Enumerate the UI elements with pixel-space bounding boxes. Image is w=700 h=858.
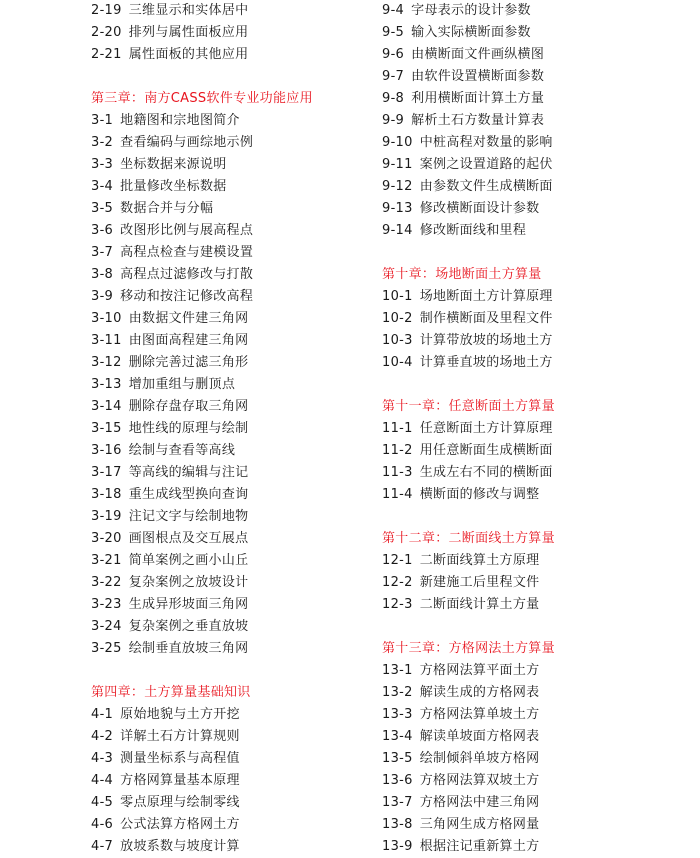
item-number: 3-15	[91, 421, 122, 436]
spacer	[382, 374, 682, 396]
item-number: 9-6	[382, 47, 405, 62]
item-number: 3-25	[91, 641, 122, 656]
toc-item	[91, 220, 381, 242]
item-number: 3-5	[91, 201, 114, 216]
item-title: 三角网生成方格网量	[419, 817, 540, 832]
chapter-heading: 第十一章：任意断面土方算量	[382, 399, 555, 414]
toc-item	[91, 308, 381, 330]
toc-item	[382, 22, 682, 44]
toc-item	[91, 0, 381, 22]
item-number: 3-2	[91, 135, 114, 150]
chapter-heading: 第三章：南方CASS软件专业功能应用	[91, 91, 313, 106]
item-number: 9-13	[382, 201, 413, 216]
item-number: 9-9	[382, 113, 405, 128]
toc-item	[382, 572, 682, 594]
chapter-heading: 第十三章：方格网法土方算量	[382, 641, 555, 656]
item-title: 移动和按注记修改高程	[120, 289, 254, 304]
item-number: 13-4	[382, 729, 413, 744]
item-title: 方格网法算单坡土方	[419, 707, 540, 722]
item-title: 字母表示的设计参数	[411, 3, 531, 18]
item-number: 13-9	[382, 839, 413, 854]
item-number: 3-4	[91, 179, 114, 194]
toc-item	[91, 132, 381, 154]
item-number: 3-18	[91, 487, 122, 502]
item-number: 3-23	[91, 597, 122, 612]
item-title: 排列与属性面板应用	[128, 25, 249, 40]
toc-item	[91, 110, 381, 132]
toc-item	[91, 330, 381, 352]
item-title: 三维显示和实体居中	[128, 3, 249, 18]
toc-item	[382, 704, 682, 726]
toc-item	[382, 132, 682, 154]
item-title: 利用横断面计算土方量	[411, 91, 545, 106]
item-number: 3-20	[91, 531, 122, 546]
item-title: 数据合并与分幅	[120, 201, 214, 216]
item-title: 重生成线型换向查询	[128, 487, 249, 502]
item-number: 4-5	[91, 795, 114, 810]
item-number: 9-10	[382, 135, 413, 150]
toc-item	[382, 748, 682, 770]
toc-item	[91, 264, 381, 286]
item-title: 生成左右不同的横断面	[419, 465, 553, 480]
item-title: 增加重组与删顶点	[128, 377, 236, 392]
item-title: 生成异形坡面三角网	[128, 597, 249, 612]
item-title: 坐标数据来源说明	[120, 157, 227, 172]
spacer	[382, 616, 682, 638]
chapter-heading: 第十章：场地断面土方算量	[382, 267, 542, 282]
item-number: 12-2	[382, 575, 413, 590]
item-title: 场地断面土方计算原理	[419, 289, 553, 304]
item-number: 3-9	[91, 289, 114, 304]
item-number: 9-12	[382, 179, 413, 194]
item-title: 新建施工后里程文件	[419, 575, 540, 590]
item-number: 4-2	[91, 729, 114, 744]
toc-item	[91, 374, 381, 396]
item-number: 3-14	[91, 399, 122, 414]
item-title: 计算垂直坡的场地土方	[419, 355, 553, 370]
item-number: 13-5	[382, 751, 413, 766]
item-number: 3-17	[91, 465, 122, 480]
item-title: 由软件设置横断面参数	[411, 69, 545, 84]
item-title: 改图形比例与展高程点	[120, 223, 254, 238]
item-number: 4-6	[91, 817, 114, 832]
toc-item	[382, 792, 682, 814]
toc-item	[91, 638, 381, 660]
toc-item	[91, 528, 381, 550]
toc-item	[382, 660, 682, 682]
item-number: 3-12	[91, 355, 122, 370]
item-title: 复杂案例之垂直放坡	[128, 619, 249, 634]
item-title: 中桩高程对数量的影响	[419, 135, 553, 150]
item-number: 4-3	[91, 751, 114, 766]
toc-item	[91, 770, 381, 792]
item-title: 方格网法算双坡土方	[419, 773, 540, 788]
toc-item	[91, 484, 381, 506]
toc-item	[382, 682, 682, 704]
item-title: 由参数文件生成横断面	[419, 179, 553, 194]
toc-item	[91, 242, 381, 264]
item-title: 用任意断面生成横断面	[419, 443, 553, 458]
toc-item	[91, 352, 381, 374]
item-title: 地籍图和宗地图简介	[120, 113, 240, 128]
item-title: 等高线的编辑与注记	[128, 465, 249, 480]
toc-item	[91, 792, 381, 814]
item-number: 3-24	[91, 619, 122, 634]
item-number: 11-2	[382, 443, 413, 458]
toc-item	[382, 462, 682, 484]
item-number: 11-3	[382, 465, 413, 480]
toc-item	[91, 726, 381, 748]
item-title: 复杂案例之放坡设计	[128, 575, 249, 590]
toc-item	[91, 154, 381, 176]
item-number: 3-21	[91, 553, 122, 568]
toc-item	[382, 352, 682, 374]
toc-item	[382, 110, 682, 132]
item-title: 简单案例之画小山丘	[128, 553, 249, 568]
toc-item	[91, 462, 381, 484]
toc-item	[91, 572, 381, 594]
item-number: 10-3	[382, 333, 413, 348]
toc-item	[382, 308, 682, 330]
item-number: 3-10	[91, 311, 122, 326]
item-number: 4-7	[91, 839, 114, 854]
toc-item	[91, 506, 381, 528]
item-title: 解析土石方数量计算表	[411, 113, 545, 128]
item-number: 3-16	[91, 443, 122, 458]
toc-item	[91, 704, 381, 726]
item-number: 2-20	[91, 25, 122, 40]
item-title: 绘制倾斜单坡方格网	[419, 751, 540, 766]
item-title: 根据注记重新算土方	[419, 839, 540, 854]
item-title: 方格网算量基本原理	[120, 773, 240, 788]
item-number: 9-4	[382, 3, 405, 18]
item-title: 任意断面土方计算原理	[419, 421, 553, 436]
toc-item	[91, 440, 381, 462]
item-number: 3-6	[91, 223, 114, 238]
item-title: 方格网法中建三角网	[419, 795, 540, 810]
toc-item	[382, 726, 682, 748]
item-title: 二断面线计算土方量	[419, 597, 540, 612]
spacer	[91, 660, 381, 682]
toc-item	[382, 198, 682, 220]
item-title: 制作横断面及里程文件	[419, 311, 553, 326]
item-number: 3-19	[91, 509, 122, 524]
chapter-heading: 第十二章：二断面线土方算量	[382, 531, 555, 546]
item-number: 9-5	[382, 25, 405, 40]
item-number: 4-1	[91, 707, 114, 722]
toc-item	[382, 154, 682, 176]
spacer	[91, 66, 381, 88]
item-title: 地性线的原理与绘制	[128, 421, 249, 436]
item-number: 11-4	[382, 487, 413, 502]
item-number: 12-1	[382, 553, 413, 568]
toc-item	[382, 836, 682, 858]
toc-item	[382, 88, 682, 110]
item-title: 由横断面文件画纵横图	[411, 47, 545, 62]
toc-item	[91, 550, 381, 572]
toc-item	[382, 44, 682, 66]
toc-item	[382, 770, 682, 792]
item-title: 二断面线算土方原理	[419, 553, 540, 568]
toc-item	[382, 176, 682, 198]
toc-item	[91, 396, 381, 418]
item-title: 修改断面线和里程	[419, 223, 527, 238]
item-title: 详解土石方计算规则	[120, 729, 240, 744]
toc-item	[91, 594, 381, 616]
item-number: 13-3	[382, 707, 413, 722]
item-title: 方格网法算平面土方	[419, 663, 540, 678]
item-number: 3-7	[91, 245, 114, 260]
item-title: 解读生成的方格网表	[419, 685, 540, 700]
item-number: 3-22	[91, 575, 122, 590]
item-number: 9-14	[382, 223, 413, 238]
toc-item	[91, 616, 381, 638]
toc-item	[91, 22, 381, 44]
toc-item	[382, 66, 682, 88]
item-title: 查看编码与画综地示例	[120, 135, 254, 150]
item-title: 横断面的修改与调整	[419, 487, 540, 502]
toc-item	[91, 198, 381, 220]
item-title: 由图面高程建三角网	[128, 333, 249, 348]
item-title: 解读单坡面方格网表	[419, 729, 540, 744]
item-title: 画图根点及交互展点	[128, 531, 249, 546]
toc-item	[382, 220, 682, 242]
item-number: 10-1	[382, 289, 413, 304]
spacer	[382, 506, 682, 528]
item-number: 12-3	[382, 597, 413, 612]
item-number: 11-1	[382, 421, 413, 436]
item-title: 高程点过滤修改与打散	[120, 267, 254, 282]
toc-item	[91, 286, 381, 308]
item-title: 计算带放坡的场地土方	[419, 333, 553, 348]
item-title: 修改横断面设计参数	[419, 201, 540, 216]
item-title: 公式法算方格网土方	[120, 817, 240, 832]
toc-item	[382, 330, 682, 352]
item-title: 删除存盘存取三角网	[128, 399, 249, 414]
item-number: 9-11	[382, 157, 413, 172]
item-number: 13-7	[382, 795, 413, 810]
item-title: 高程点检查与建模设置	[120, 245, 254, 260]
item-title: 原始地貌与土方开挖	[120, 707, 240, 722]
item-title: 由数据文件建三角网	[128, 311, 249, 326]
item-number: 3-11	[91, 333, 122, 348]
toc-item	[91, 748, 381, 770]
chapter-heading: 第四章：土方算量基础知识	[91, 685, 251, 700]
item-title: 注记文字与绘制地物	[128, 509, 249, 524]
item-number: 4-4	[91, 773, 114, 788]
item-title: 案例之设置道路的起伏	[419, 157, 553, 172]
toc-item	[382, 286, 682, 308]
item-title: 测量坐标系与高程值	[120, 751, 240, 766]
item-number: 3-3	[91, 157, 114, 172]
item-number: 2-19	[91, 3, 122, 18]
item-title: 批量修改坐标数据	[120, 179, 227, 194]
toc-item	[382, 440, 682, 462]
item-title: 零点原理与绘制零线	[120, 795, 240, 810]
item-title: 放坡系数与坡度计算	[120, 839, 240, 854]
item-number: 13-6	[382, 773, 413, 788]
item-number: 3-1	[91, 113, 114, 128]
item-title: 属性面板的其他应用	[128, 47, 249, 62]
item-title: 绘制垂直放坡三角网	[128, 641, 249, 656]
item-title: 绘制与查看等高线	[128, 443, 236, 458]
item-title: 删除完善过滤三角形	[128, 355, 249, 370]
toc-item	[382, 418, 682, 440]
toc-item	[382, 594, 682, 616]
spacer	[382, 242, 682, 264]
toc-item	[382, 0, 682, 22]
toc-item	[382, 484, 682, 506]
toc-item	[382, 550, 682, 572]
toc-item	[91, 418, 381, 440]
toc-item	[91, 836, 381, 858]
toc-item	[91, 176, 381, 198]
toc-left-column	[91, 0, 381, 858]
toc-item	[382, 814, 682, 836]
item-number: 3-8	[91, 267, 114, 282]
item-number: 10-2	[382, 311, 413, 326]
item-number: 13-8	[382, 817, 413, 832]
toc-item	[91, 44, 381, 66]
item-number: 9-8	[382, 91, 405, 106]
item-number: 2-21	[91, 47, 122, 62]
item-title: 输入实际横断面参数	[411, 25, 531, 40]
toc-item	[91, 814, 381, 836]
item-number: 13-1	[382, 663, 413, 678]
toc-right-column	[382, 0, 682, 858]
item-number: 3-13	[91, 377, 122, 392]
item-number: 13-2	[382, 685, 413, 700]
item-number: 9-7	[382, 69, 405, 84]
item-number: 10-4	[382, 355, 413, 370]
